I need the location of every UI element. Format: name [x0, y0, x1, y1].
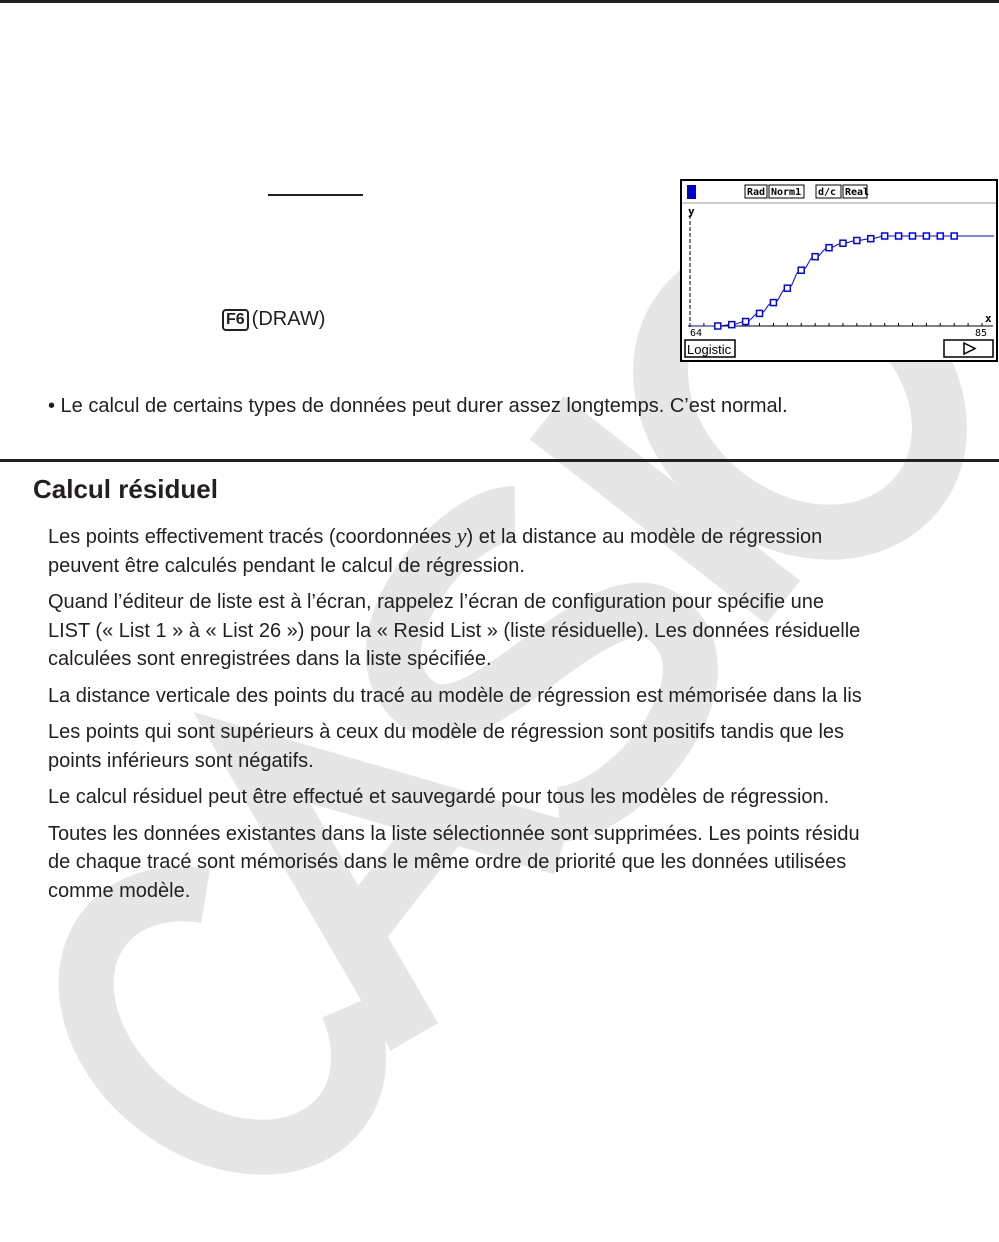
data-point [868, 236, 874, 242]
screen-border [681, 180, 997, 361]
paragraph: Quand l’éditeur de liste est à l’écran, rappelez l’écran de configuration pour spécifie une LIST (« List 1 » à « List 26 ») pour la « Resid List » (liste résiduelle). Les données résiduelle calculées sont enregistrées dans la liste spécifiée. [48, 591, 861, 670]
section-body [48, 522, 988, 913]
status-badge-label: Norm1 [771, 187, 802, 198]
draw-step [222, 308, 325, 331]
data-point [743, 319, 749, 325]
paragraph: Toutes les données existantes dans la liste sélectionnée sont supprimées. Les points résidu de chaque tracé sont mémorisés dans le même ordre de priorité que les données utilisées comme modèle. [48, 822, 860, 902]
section-rule [0, 459, 999, 462]
draw-label: (DRAW) [251, 308, 326, 330]
data-point [951, 233, 957, 239]
paragraph: La distance verticale des points du tracé au modèle de régression est mémorisée dans la lis [48, 684, 862, 707]
section-title: Calcul résiduel [33, 474, 218, 504]
data-point [715, 323, 721, 329]
paragraph: Les points qui sont supérieurs à ceux du modèle de régression sont positifs tandis que les points inférieurs sont négatifs. [48, 721, 845, 772]
note-bullet: • Le calcul de certains types de données peut durer assez longtemps. C’est normal. [48, 395, 788, 417]
data-point [840, 240, 846, 246]
data-point [826, 245, 832, 251]
f1-logistic-label: Logistic [687, 342, 732, 357]
x-axis-label: x [985, 312, 992, 325]
data-point [812, 254, 818, 260]
underline-rule [268, 194, 363, 196]
x-min-label: 64 [690, 328, 703, 339]
data-point [909, 233, 915, 239]
x-max-label: 85 [975, 328, 988, 339]
paragraph: Les points effectivement tracés (coordonnées y) et la distance au modèle de régression peuvent être calculés pendant le calcul de régression. [48, 523, 823, 577]
data-point [896, 233, 902, 239]
f6-next-button[interactable] [944, 340, 993, 357]
f6-key: F6 [222, 309, 249, 331]
y-axis-label: y [688, 205, 695, 218]
data-point [729, 322, 735, 328]
status-badge-label: d/c [818, 187, 837, 198]
data-point [854, 238, 860, 244]
data-point [784, 285, 790, 291]
paragraph: Le calcul résiduel peut être effectué et sauvegardé pour tous les modèles de régression. [48, 786, 830, 808]
data-point [882, 233, 888, 239]
battery-icon [687, 185, 696, 199]
data-point [798, 267, 804, 273]
data-point [757, 310, 763, 316]
status-badge-label: Rad [747, 187, 766, 198]
status-badge-label: Real [845, 187, 870, 198]
top-rule [0, 0, 999, 3]
data-point [770, 300, 776, 306]
data-point [923, 233, 929, 239]
calculator-screen [680, 179, 998, 362]
data-point [937, 233, 943, 239]
